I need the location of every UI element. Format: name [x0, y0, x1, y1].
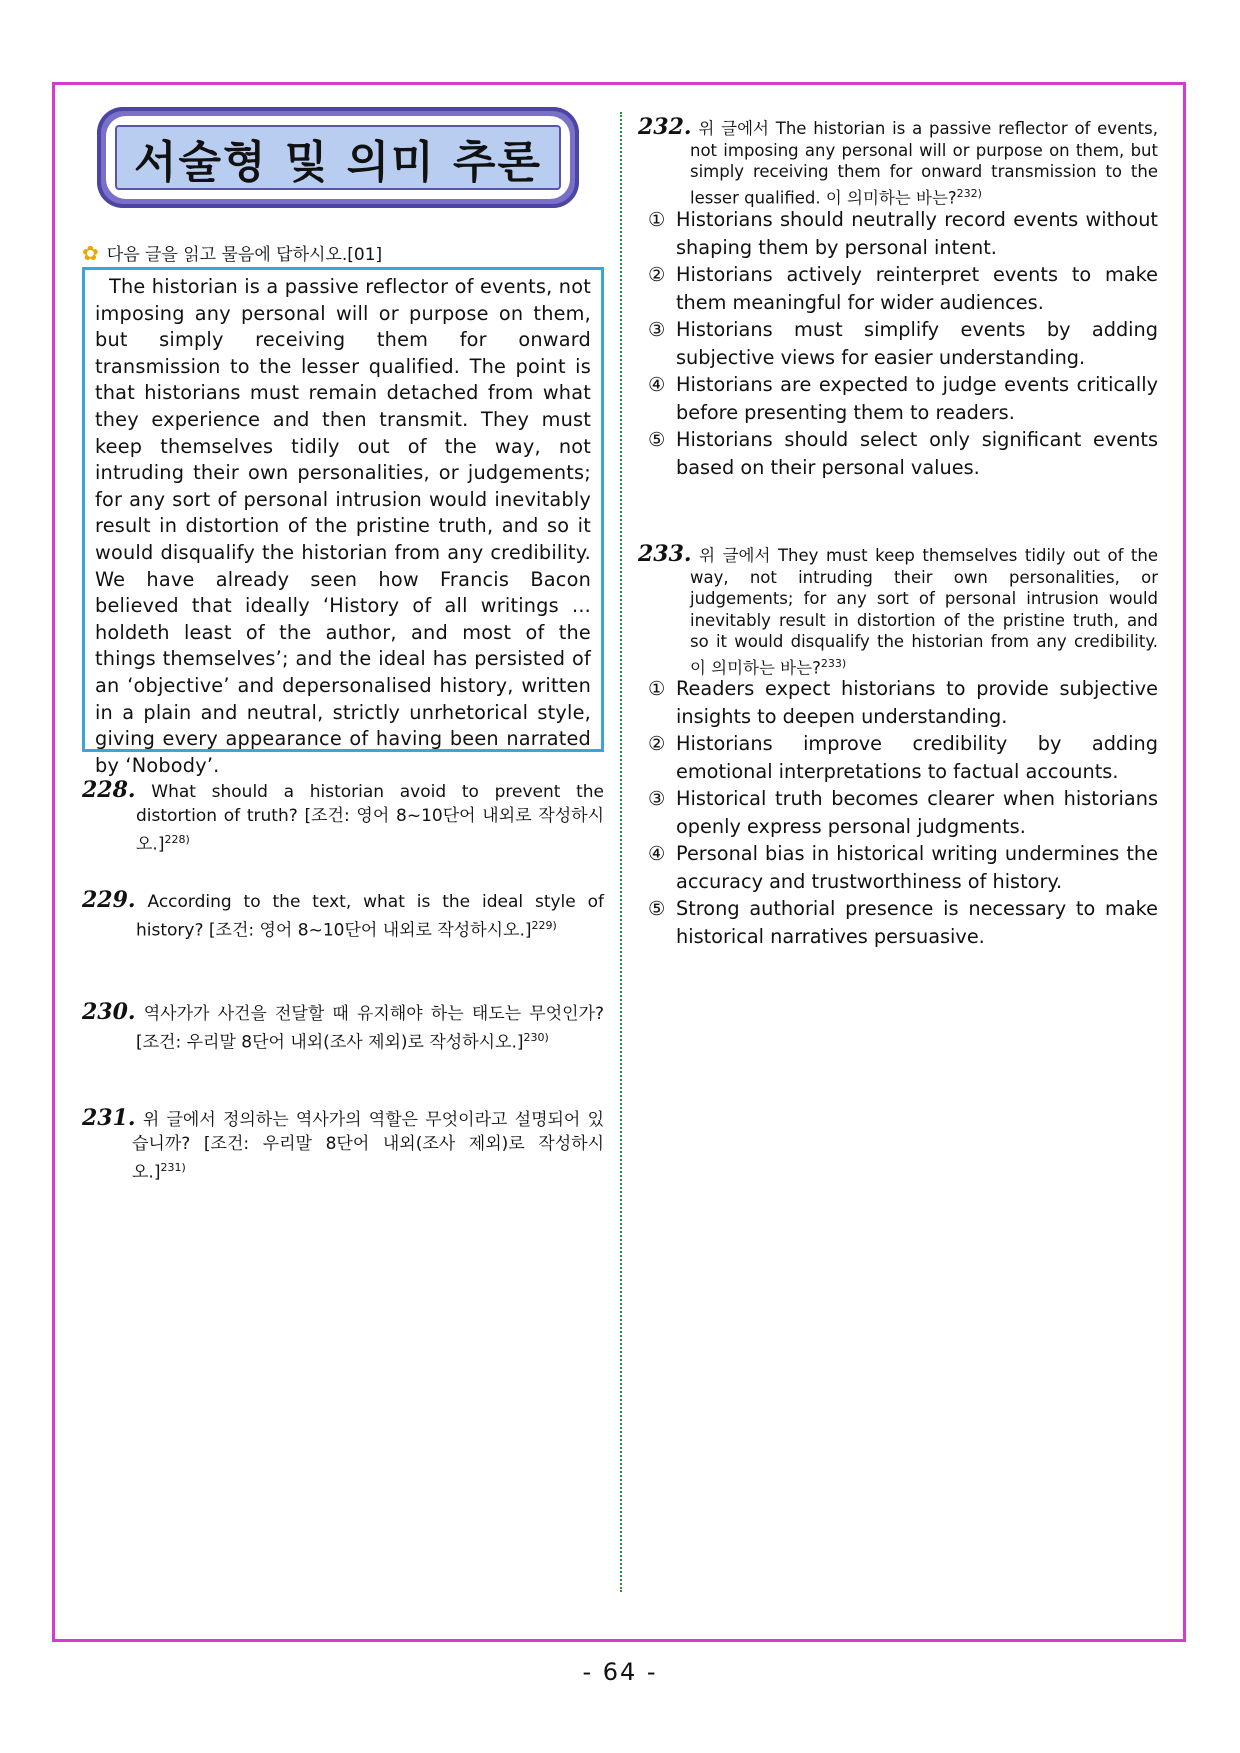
question-number: 233. [638, 541, 692, 567]
question-number: 230. [82, 999, 136, 1025]
options-233 [648, 675, 1158, 950]
option-3[interactable] [648, 785, 1158, 840]
instruction [82, 240, 382, 265]
option-marker: ③ [648, 318, 666, 341]
option-marker: ② [648, 263, 666, 286]
option-marker: ③ [648, 787, 666, 810]
question-text: What should a historian avoid to prevent the distortion of truth? [조건: 영어 8~10단어 내외로 작성하시오.] [136, 782, 604, 855]
option-4[interactable] [648, 371, 1158, 426]
section-title: 서술형 및 의미 추론 [134, 136, 542, 188]
question-number: 232. [638, 114, 692, 140]
footnote-ref: 231) [160, 1161, 186, 1174]
option-marker: ① [648, 208, 666, 231]
option-2[interactable] [648, 730, 1158, 785]
question-233 [638, 541, 1158, 679]
question-231 [82, 1106, 604, 1185]
question-text: 역사가가 사건을 전달할 때 유지해야 하는 태도는 무엇인가? [조건: 우리말 8단어 내외(조사 제외)로 작성하시오.] [136, 1004, 604, 1053]
question-230 [82, 1000, 604, 1055]
option-marker: ④ [648, 842, 666, 865]
option-1[interactable] [648, 675, 1158, 730]
option-text: Readers expect historians to provide subjective insights to deepen understanding. [676, 677, 1158, 728]
title-badge [97, 107, 579, 208]
question-228 [82, 778, 604, 857]
instruction-text: 다음 글을 읽고 물음에 답하시오.[01] [106, 245, 383, 265]
option-text: Historians actively reinterpret events to make them meaningful for wider audiences. [676, 263, 1158, 314]
footnote-ref: 230) [523, 1031, 549, 1044]
option-marker: ② [648, 732, 666, 755]
option-5[interactable] [648, 895, 1158, 950]
option-text: Historical truth becomes clearer when historians openly express personal judgments. [676, 787, 1158, 838]
option-marker: ⑤ [648, 897, 666, 920]
footnote-ref: 229) [531, 919, 557, 932]
option-text: Strong authorial presence is necessary to make historical narratives persuasive. [676, 897, 1158, 948]
option-marker: ⑤ [648, 428, 666, 451]
question-number: 229. [82, 887, 136, 913]
question-text: 위 글에서 They must keep themselves tidily out of the way, not intruding their own personalities, or judgements; for any sort of personal intrusion would inevitably result in distortion of the pristine truth, and so it would disqualify the historian from any credibility. 이 의미하는 바는? [690, 546, 1158, 677]
question-229 [82, 888, 604, 943]
option-marker: ① [648, 677, 666, 700]
options-232 [648, 206, 1158, 481]
option-text: Personal bias in historical writing undermines the accuracy and trustworthiness of history. [676, 842, 1158, 893]
option-text: Historians improve credibility by adding emotional interpretations to factual accounts. [676, 732, 1158, 783]
question-232 [638, 114, 1158, 209]
option-5[interactable] [648, 426, 1158, 481]
option-4[interactable] [648, 840, 1158, 895]
question-number: 231. [82, 1105, 136, 1131]
option-text: Historians should neutrally record events without shaping them by personal intent. [676, 208, 1158, 259]
question-text: 위 글에서 The historian is a passive reflector of events, not imposing any personal will or purpose on them, but simply receiving them for onward transmission to the lesser qualified. 이 의미하는 바는? [690, 119, 1158, 207]
column-divider [620, 112, 622, 1592]
question-text: 위 글에서 정의하는 역사가의 역할은 무엇이라고 설명되어 있습니까? [조건: 우리말 8단어 내외(조사 제외)로 작성하시오.] [132, 1110, 604, 1183]
footnote-ref: 232) [956, 186, 982, 200]
option-text: Historians should select only significant events based on their personal values. [676, 428, 1158, 479]
footnote-ref: 228) [164, 833, 190, 846]
option-3[interactable] [648, 316, 1158, 371]
option-text: Historians must simplify events by adding subjective views for easier understanding. [676, 318, 1158, 369]
footnote-ref: 233) [820, 656, 847, 670]
option-1[interactable] [648, 206, 1158, 261]
passage-text: The historian is a passive reflector of events, not imposing any personal will or purpose on them, but simply receiving them for onward transmission to the lesser qualified. The point is that historians must remain detached from what they experience and then transmit. They must keep themselves tidily out of the way, not intruding their own personalities, or judgements; for any sort of personal intrusion would inevitably result in distortion of the pristine truth, and so it would disqualify the historian from any credibility. We have already seen how Francis Bacon believed that ideally ‘History of all writings ... holdeth least of the author, and most of the things themselves’; and the ideal has persisted of an ‘objective’ and depersonalised history, written in a plain and neutral, strictly unrhetorical style, giving every appearance of having been narrated by ‘Nobody’. [95, 275, 591, 777]
option-text: Historians are expected to judge events critically before presenting them to readers. [676, 373, 1158, 424]
option-2[interactable] [648, 261, 1158, 316]
question-number: 228. [82, 777, 136, 803]
option-marker: ④ [648, 373, 666, 396]
passage-box [82, 267, 604, 777]
flower-icon: ✿ [82, 240, 99, 265]
page-number: - 64 - [582, 1658, 658, 1686]
question-text: According to the text, what is the ideal style of history? [조건: 영어 8~10단어 내외로 작성하시오.] [136, 892, 605, 941]
